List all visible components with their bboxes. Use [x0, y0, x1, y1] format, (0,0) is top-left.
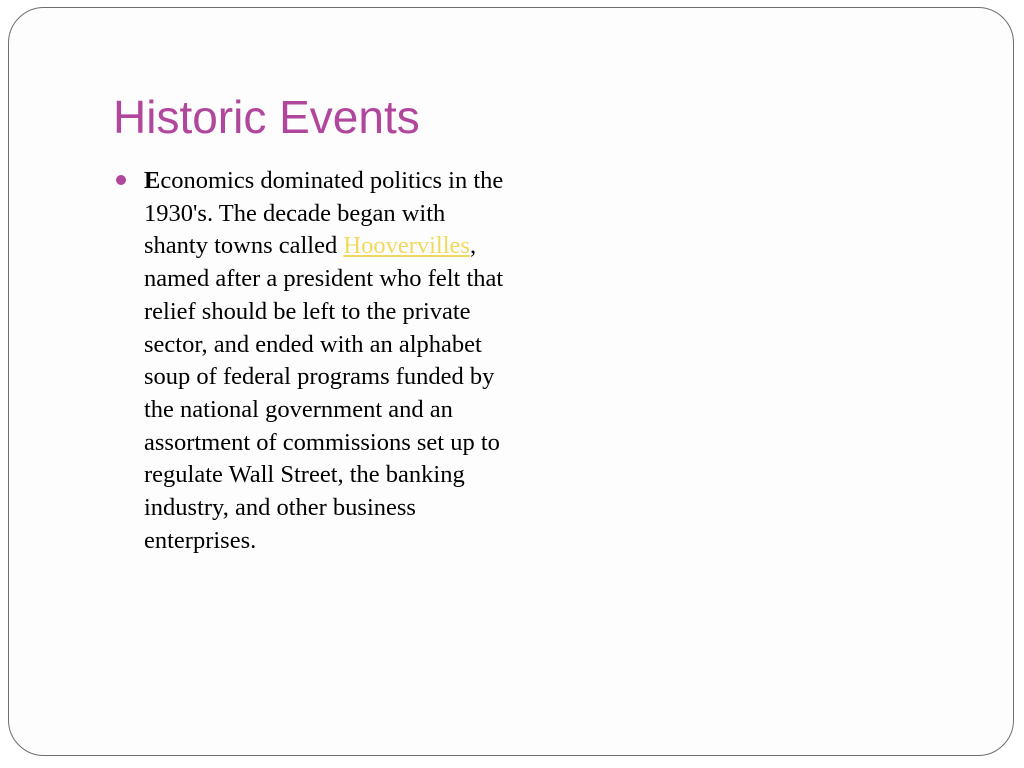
hoovervilles-link[interactable]: Hoovervilles — [343, 232, 470, 260]
bullet-paragraph — [144, 165, 506, 557]
paragraph-text-before-link: conomics dominated politics in the 1930's. The decade began with shanty towns called — [144, 167, 504, 260]
lead-letter: E — [144, 167, 161, 194]
bullet-item — [116, 165, 506, 557]
slide-title: Historic Events — [113, 91, 420, 143]
slide-body — [116, 165, 506, 557]
bullet-dot-icon — [116, 175, 126, 185]
paragraph-text-after-link: , named after a president who felt that relief should be left to the private sector, and ended with an alphabet soup of federal programs funded by the national government and an assortment of commissions set up to regulate Wall Street, the banking industry, and other business enterprises. — [144, 232, 504, 554]
